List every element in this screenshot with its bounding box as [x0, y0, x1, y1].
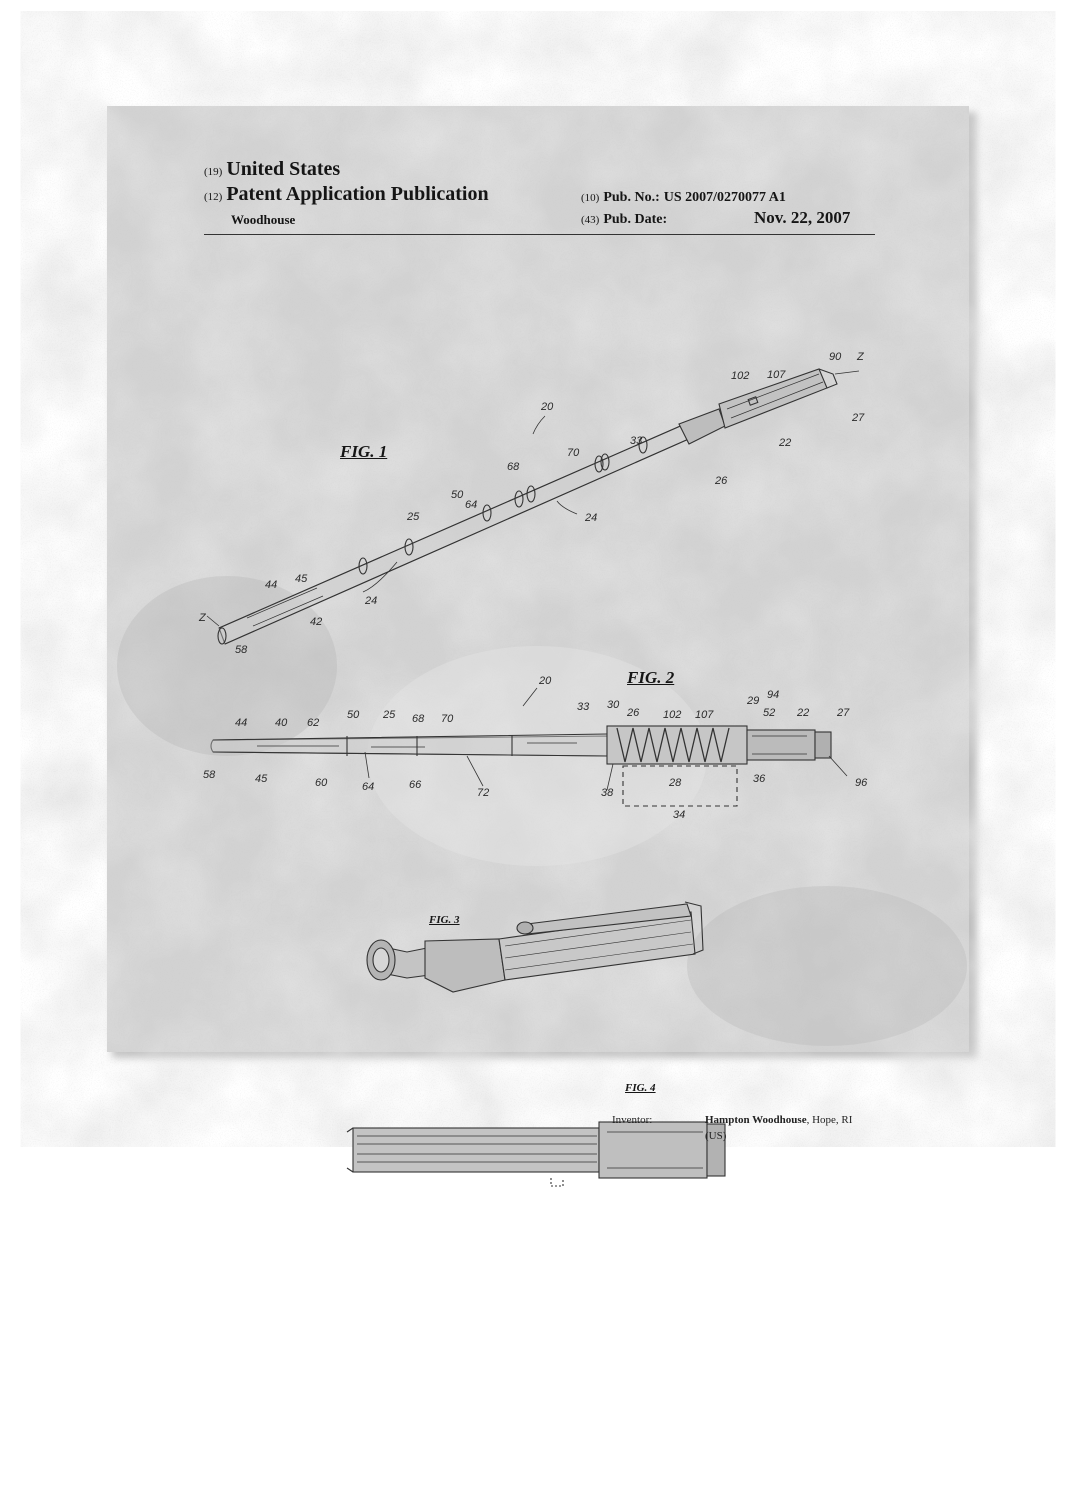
ref-fig1-107: 107	[767, 369, 786, 381]
publication-type: Patent Application Publication	[226, 183, 489, 205]
ref-fig1-64: 64	[465, 499, 478, 511]
ref-fig2-66: 66	[409, 779, 422, 791]
inventor-country: (US)	[705, 1130, 727, 1142]
ref-fig2-45: 45	[255, 773, 268, 785]
ref-fig2-70: 70	[441, 713, 454, 725]
ref-fig2-33: 33	[577, 701, 590, 713]
ref-fig2-34: 34	[673, 809, 686, 821]
ref-fig2-64: 64	[362, 781, 375, 793]
ref-fig2-50: 50	[347, 709, 360, 721]
code-19: (19)	[204, 166, 223, 178]
ref-fig2-38: 38	[601, 787, 614, 799]
fig1-label: FIG. 1	[340, 442, 388, 461]
pub-date-label: Pub. Date:	[603, 212, 668, 227]
ref-fig2-29: 29	[747, 695, 760, 707]
code-12: (12)	[204, 191, 223, 203]
inventor-name: Hampton Woodhouse	[705, 1114, 807, 1126]
ref-fig2-102: 102	[663, 709, 682, 721]
inventor-label: Inventor:	[612, 1114, 653, 1126]
inventor-line	[705, 1114, 852, 1126]
ref-fig1-z-left: Z	[199, 612, 206, 624]
ref-fig2-30: 30	[607, 699, 620, 711]
pub-number: US 2007/0270077 A1	[663, 190, 786, 205]
ref-fig2-28: 28	[669, 777, 682, 789]
fig2-label: FIG. 2	[627, 668, 675, 687]
fig3-label: FIG. 3	[429, 914, 460, 926]
fig1-drawing	[218, 369, 837, 644]
ref-fig2-72: 72	[477, 787, 490, 799]
ref-fig1-26: 26	[715, 475, 728, 487]
author: Woodhouse	[231, 212, 296, 227]
ref-fig1-z-right: Z	[857, 351, 864, 363]
ref-fig2-20: 20	[539, 675, 552, 687]
ref-fig2-27: 27	[837, 707, 850, 719]
inventor-location: , Hope, RI	[806, 1114, 853, 1126]
ref-fig1-27: 27	[852, 412, 865, 424]
ref-fig2-26: 26	[627, 707, 640, 719]
ref-fig1-44: 44	[265, 579, 278, 591]
ref-fig1-68: 68	[507, 461, 520, 473]
ref-fig1-24a: 24	[585, 512, 598, 524]
ref-fig1-58: 58	[235, 644, 248, 656]
ref-fig2-44: 44	[235, 717, 248, 729]
fig4-label: FIG. 4	[625, 1082, 656, 1094]
ref-fig2-94: 94	[767, 689, 780, 701]
fig4-drawing	[347, 1122, 725, 1186]
ref-fig1-45: 45	[295, 573, 308, 585]
ref-fig2-96: 96	[855, 777, 868, 789]
ref-fig2-22: 22	[797, 707, 810, 719]
pub-number-label: Pub. No.:	[603, 190, 660, 205]
fig3-drawing	[367, 902, 703, 992]
ref-fig1-70: 70	[567, 447, 580, 459]
ref-fig1-22: 22	[779, 437, 792, 449]
ref-fig1-33: 33	[630, 435, 643, 447]
ref-fig1-90: 90	[829, 351, 842, 363]
ref-fig2-62: 62	[307, 717, 320, 729]
fig2-drawing	[211, 726, 831, 806]
ref-fig1-42: 42	[310, 616, 323, 628]
ref-fig2-25: 25	[383, 709, 396, 721]
code-10: (10)	[581, 192, 600, 204]
ref-fig2-107: 107	[695, 709, 714, 721]
patent-drawings	[107, 106, 969, 1052]
country: United States	[226, 158, 341, 180]
ref-fig2-58: 58	[203, 769, 216, 781]
ref-fig2-60: 60	[315, 777, 328, 789]
pub-date: Nov. 22, 2007	[754, 208, 851, 227]
ref-fig1-50: 50	[451, 489, 464, 501]
code-43: (43)	[581, 214, 600, 226]
ref-fig1-24b: 24	[365, 595, 378, 607]
ref-fig1-25: 25	[407, 511, 420, 523]
patent-poster	[107, 106, 969, 1142]
ref-fig1-102: 102	[731, 370, 750, 382]
ref-fig1-20: 20	[541, 401, 554, 413]
ref-fig2-36: 36	[753, 773, 766, 785]
ref-fig2-52: 52	[763, 707, 776, 719]
ref-fig2-40: 40	[275, 717, 288, 729]
ref-fig2-68: 68	[412, 713, 425, 725]
